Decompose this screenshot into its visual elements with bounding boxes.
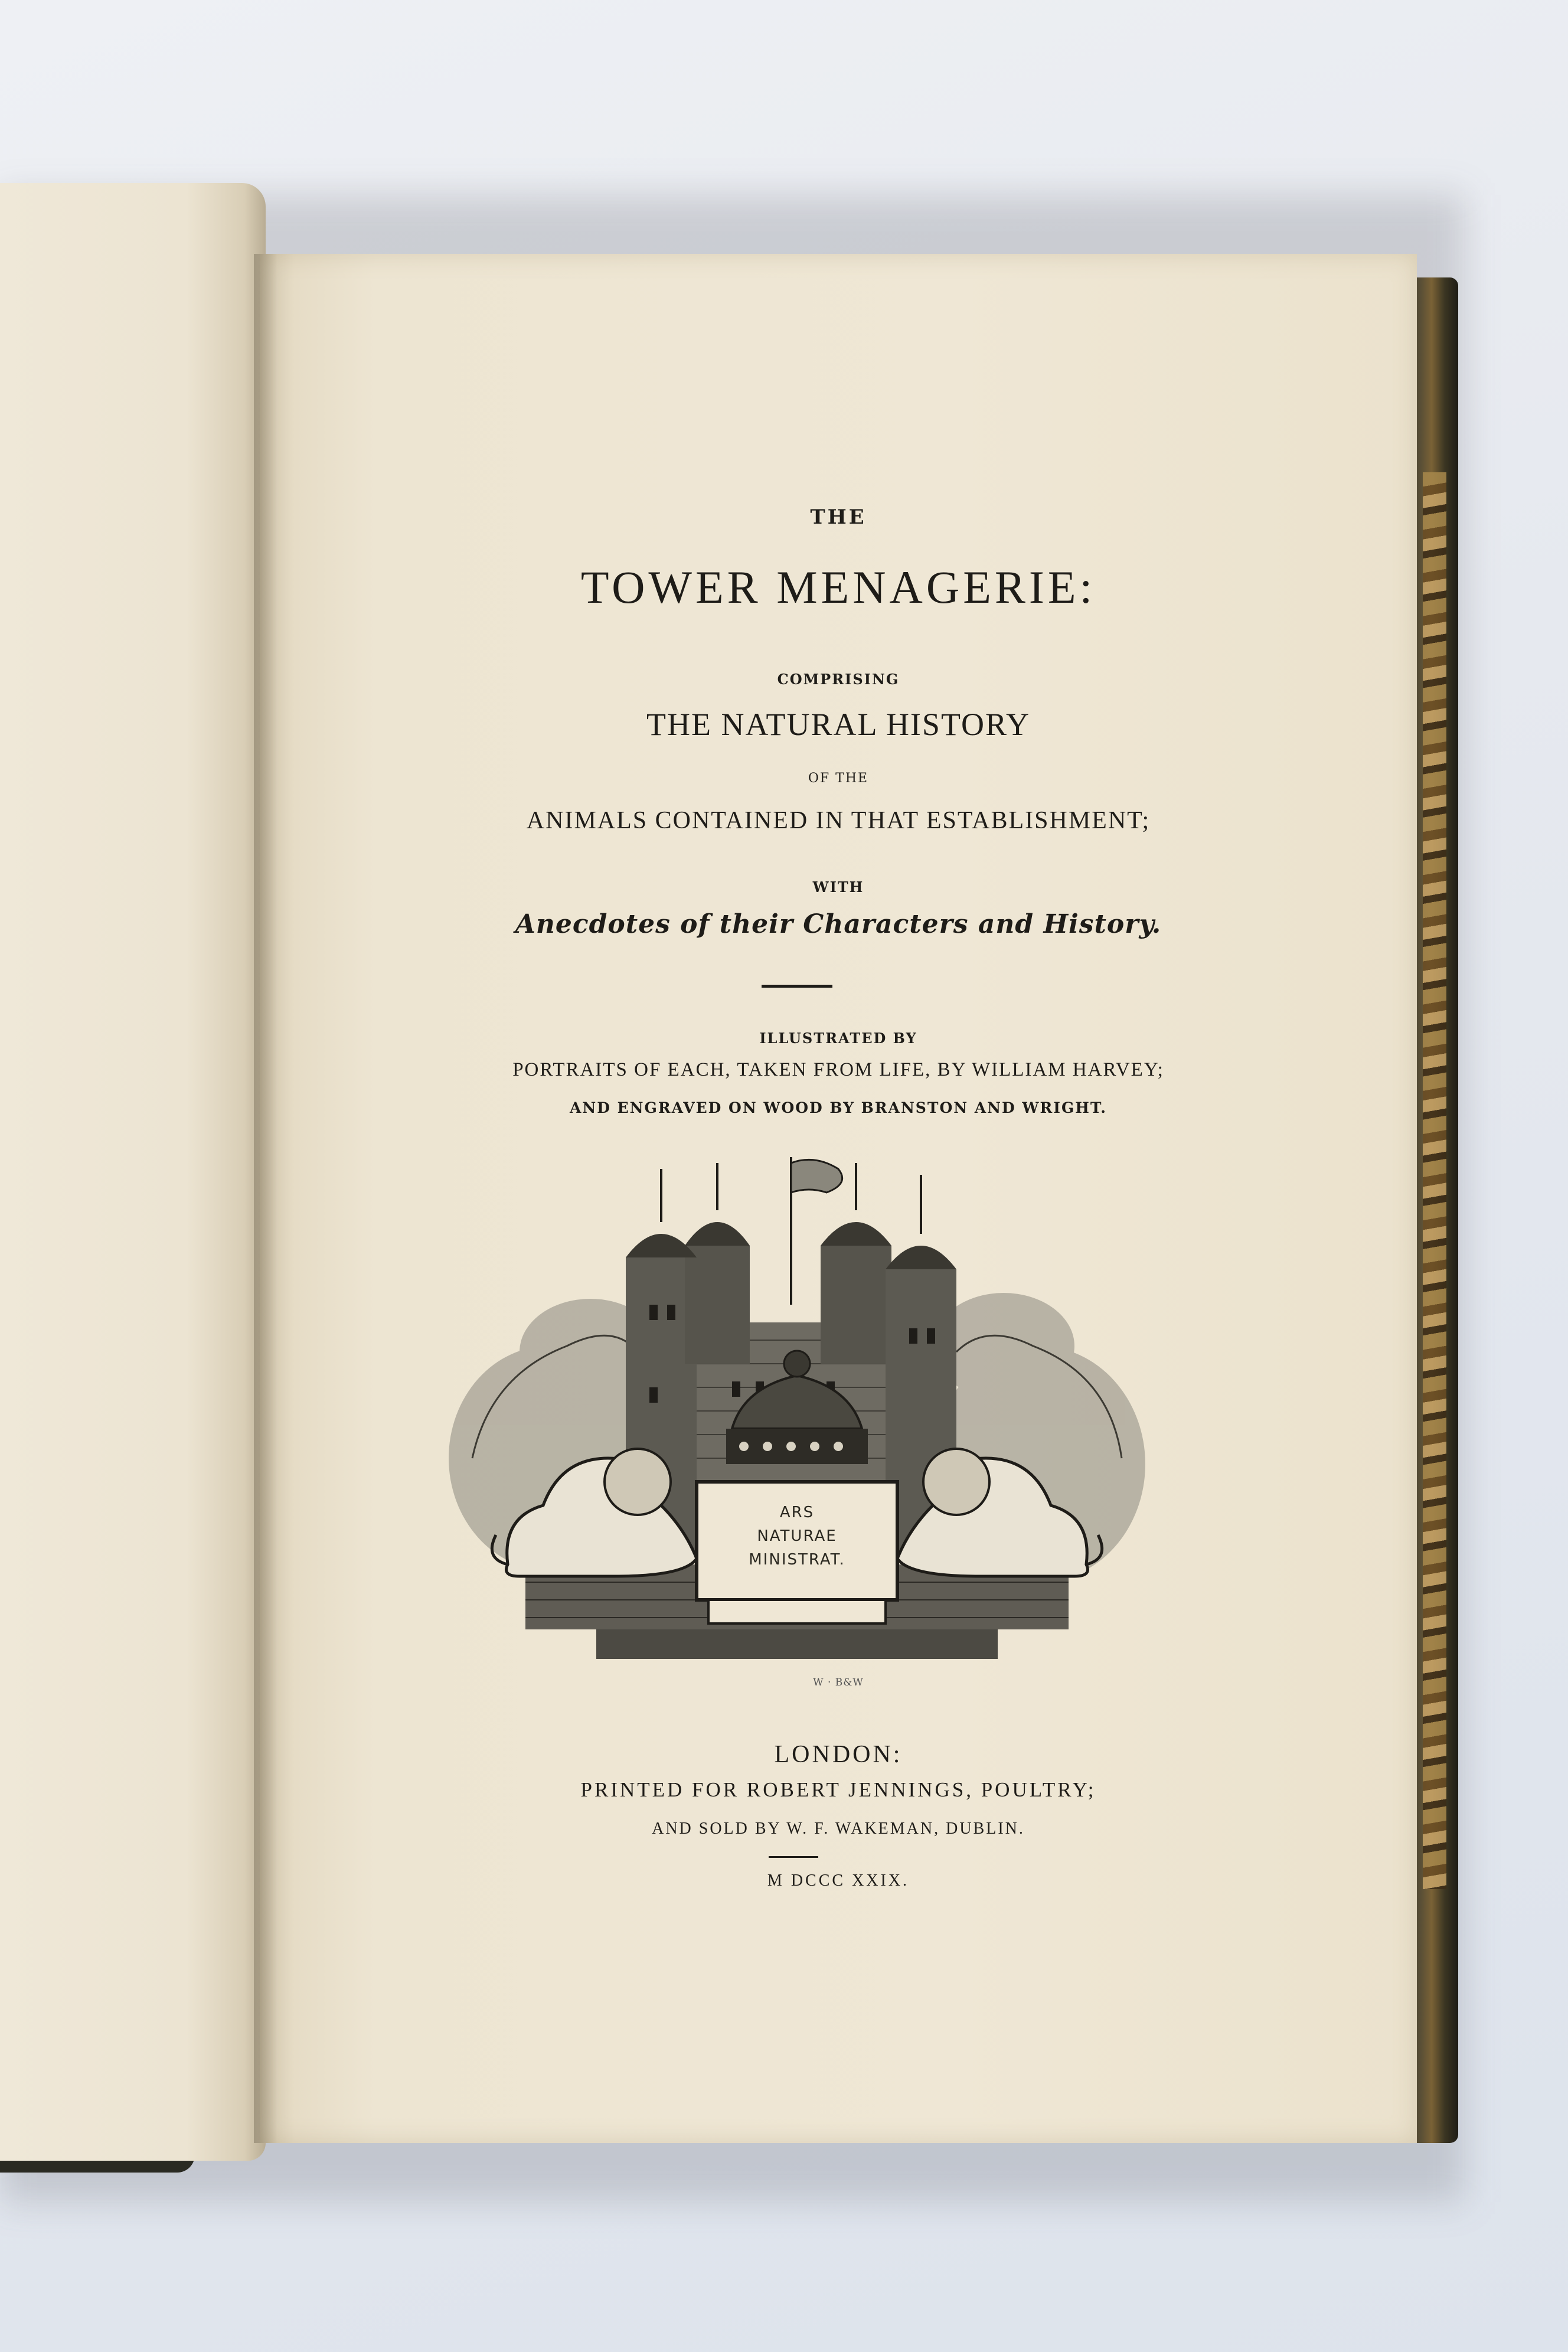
subtitle-animals: ANIMALS CONTAINED IN THAT ESTABLISHMENT; xyxy=(526,807,1151,834)
main-title: TOWER MENAGERIE: xyxy=(580,561,1096,613)
divider-rule xyxy=(762,985,832,988)
marbled-edge xyxy=(1423,472,1446,1889)
illustrated-by-text: ILLUSTRATED BY xyxy=(759,1030,917,1047)
engraved-line: AND ENGRAVED ON WOOD BY BRANSTON AND WRIGHT. xyxy=(569,1099,1108,1116)
subtitle-natural-history: THE NATURAL HISTORY xyxy=(646,707,1030,742)
imprint-london: LONDON: xyxy=(774,1741,903,1768)
engraver-signature: W · B&W xyxy=(813,1677,864,1688)
imprint-rule xyxy=(769,1856,818,1858)
imprint-sold-by: AND SOLD BY W. F. WAKEMAN, DUBLIN. xyxy=(652,1819,1025,1838)
anecdotes-line: Anecdotes of their Characters and History. xyxy=(515,909,1162,939)
plaque-line-1: ARS xyxy=(779,1504,815,1521)
left-page xyxy=(0,183,266,2161)
imprint-year: M DCCC XXIX. xyxy=(767,1871,910,1890)
imprint-printed-for: PRINTED FOR ROBERT JENNINGS, POULTRY; xyxy=(580,1778,1096,1801)
of-the-text: OF THE xyxy=(808,771,869,786)
comprising-text: COMPRISING xyxy=(777,671,900,688)
plaque-line-3: MINISTRAT. xyxy=(749,1551,845,1569)
plaque-line-2: NATURAE xyxy=(757,1527,837,1545)
portraits-line: PORTRAITS OF EACH, TAKEN FROM LIFE, BY WILLIAM HARVEY; xyxy=(512,1059,1164,1080)
tower-of-london-engraving-icon xyxy=(437,1151,1157,1683)
with-text: WITH xyxy=(812,878,864,896)
title-the: THE xyxy=(810,505,867,529)
page-gutter xyxy=(254,254,277,2143)
